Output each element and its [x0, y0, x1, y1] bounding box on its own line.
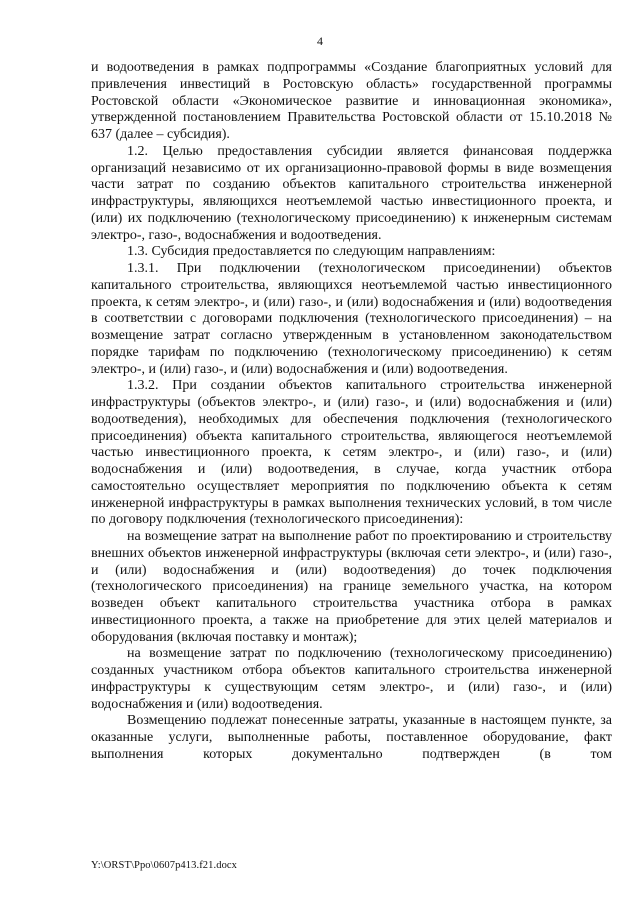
document-body — [91, 60, 612, 764]
paragraph-1-3-2-construction: 1.3.2. При создании объектов капитального строительства инженерной инфраструктуры (объектов электро-, и (или) газо-, и (или) водоснабжения и (или) водоотведения), необходимых для обеспечения подключения (технологического присоединения) объекта капитального строительства, являющегося неотъемлемой частью инвестиционного проекта, к сетям электро-, и (или) газо-, и (или) водоснабжения и (или) водоотведения, в случае, когда участник отбора самостоятельно осуществляет мероприятия по подключению объекта к сетям инженерной инфраструктуры в рамках выполнения технических условий, в том числе по договору подключения (технологического присоединения): — [91, 378, 612, 528]
footer-file-path: Y:\ORST\Ppo\0607p413.f21.docx — [91, 860, 238, 871]
paragraph-connection-costs: на возмещение затрат по подключению (технологическому присоединению) созданных участником отбора объектов капитального строительства инженерной инфраструктуры к существующим сетям электро-, и (или) газо-, и (или) водоснабжения и (или) водоотведения. — [91, 646, 612, 712]
page-number: 4 — [317, 34, 323, 48]
paragraph-1-3-1-connection: 1.3.1. При подключении (технологическом присоединении) объектов капитального строительства, являющихся неотъемлемой частью инвестиционного проекта, к сетям электро-, и (или) газо-, и (или) водоснабжения и (или) водоотведения в соответствии с договорами подключения (технологического присоединения) – на возмещение затрат согласно утвержденным в установленном законодательством порядке тарифам по подключению (технологическому присоединению) к сетям электро-, и (или) газо-, и (или) водоснабжения и (или) водоотведения. — [91, 261, 612, 377]
paragraph-design-construction-costs: на возмещение затрат на выполнение работ по проектированию и строительству внешних объектов инженерной инфраструктуры (включая сети электро-, и (или) газо-, и (или) водоснабжения и (или) водоотведения) до точек подключения (технологического присоединения) на границе земельного участка, на котором возведен объект капитального строительства участника отбора в рамках инвестиционного проекта, а также на приобретение для этих целей материалов и оборудования (включая поставку и монтаж); — [91, 529, 612, 645]
paragraph-reimbursable-costs: Возмещению подлежат понесенные затраты, указанные в настоящем пункте, за оказанные услуги, выполненные работы, поставленное оборудование, факт выполнения которых документально подтвержден (в том — [91, 713, 612, 762]
paragraph-1-2-purpose: 1.2. Целью предоставления субсидии является финансовая поддержка организаций независимо от их организационно-правовой формы в виде возмещения части затрат по созданию объектов капитального строительства инженерной инфраструктуры, являющихся неотъемлемой частью инвестиционного проекта, и (или) их подключению (технологическому присоединению) к инженерным системам электро-, газо-, водоснабжения и водоотведения. — [91, 143, 612, 243]
paragraph-subsidy-definition: и водоотведения в рамках подпрограммы «Создание благоприятных условий для привлечения инвестиций в Ростовскую область» государственной программы Ростовской области «Экономическое развитие и инновационная экономика», утвержденной постановлением Правительства Ростовской области от 15.10.2018 № 637 (далее – субсидия). — [91, 60, 612, 142]
paragraph-1-3-directions: 1.3. Субсидия предоставляется по следующим направлениям: — [127, 244, 496, 260]
